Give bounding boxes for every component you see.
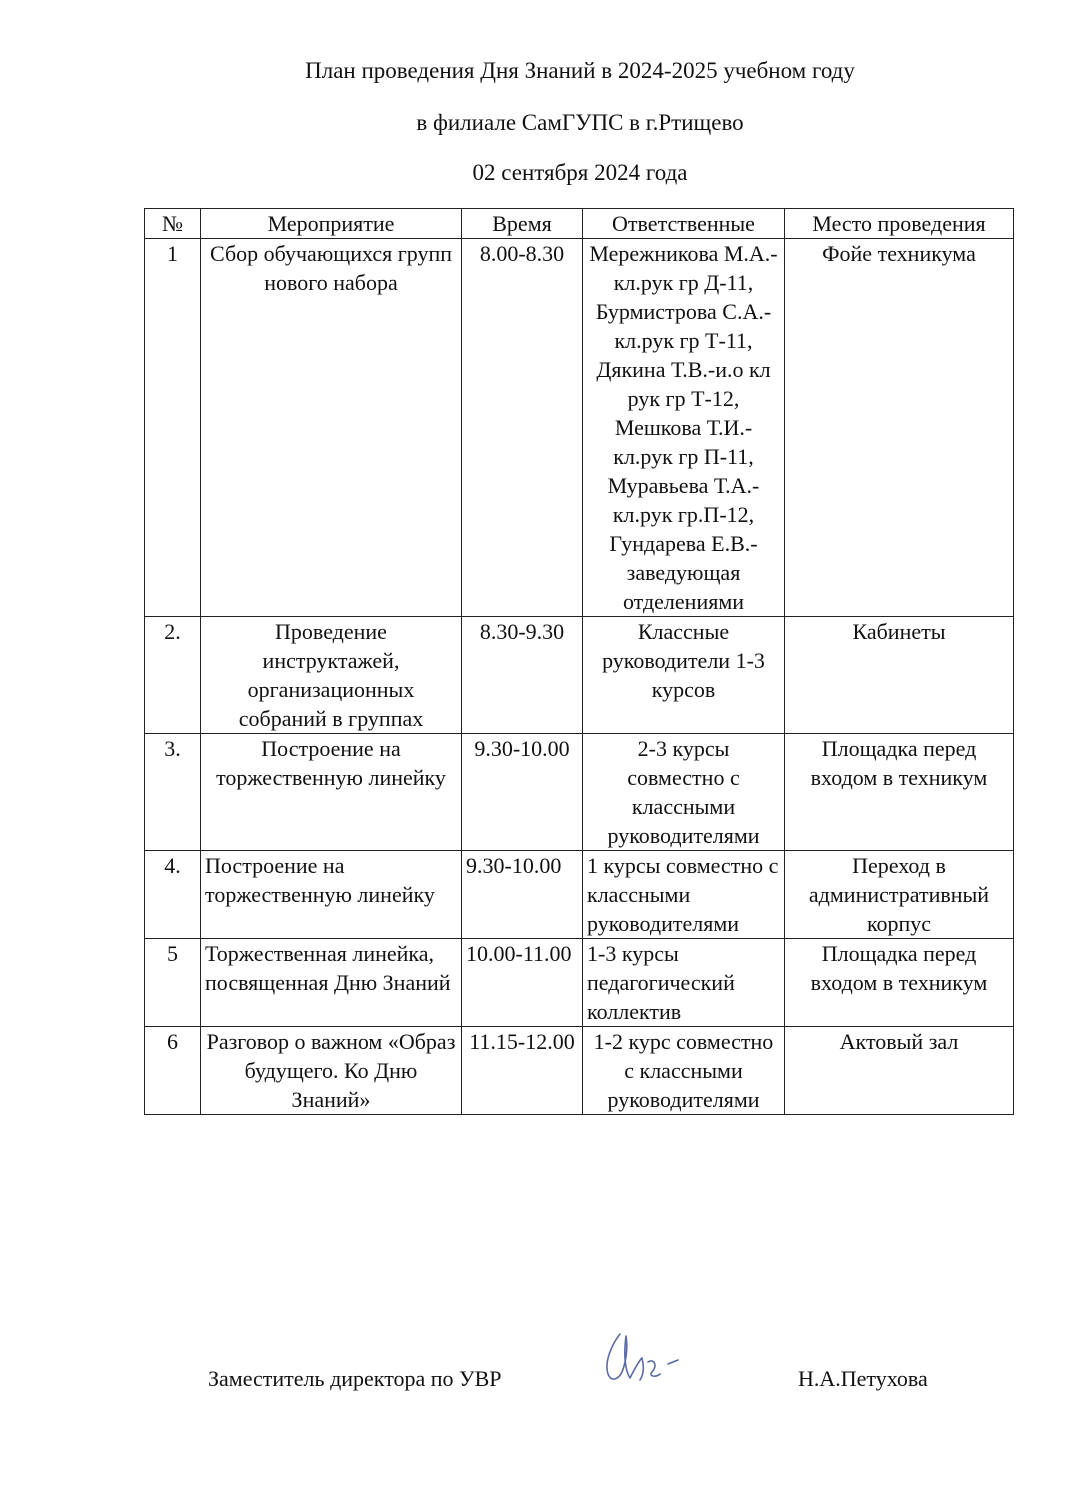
row-number: 5 bbox=[145, 939, 201, 1027]
column-header-time: Время bbox=[462, 209, 583, 239]
row-time: 11.15-12.00 bbox=[462, 1027, 583, 1115]
row-number: 1 bbox=[145, 239, 201, 617]
signatory-name: Н.А.Петухова bbox=[798, 1366, 928, 1391]
column-header-responsible: Ответственные bbox=[583, 209, 785, 239]
row-time: 9.30-10.00 bbox=[462, 734, 583, 851]
row-event: Построение на торжественную линейку bbox=[201, 851, 462, 939]
document-subtitle: в филиале СамГУПС в г.Ртищево bbox=[416, 110, 744, 135]
table-row bbox=[145, 617, 1014, 734]
row-place: Площадка перед входом в техникум bbox=[785, 939, 1014, 1027]
row-place: Актовый зал bbox=[785, 1027, 1014, 1115]
event-plan-table bbox=[144, 208, 1014, 1115]
table-row bbox=[145, 939, 1014, 1027]
row-place: Кабинеты bbox=[785, 617, 1014, 734]
row-place: Переход в административный корпус bbox=[785, 851, 1014, 939]
row-number: 3. bbox=[145, 734, 201, 851]
row-number: 6 bbox=[145, 1027, 201, 1115]
signatory-position: Заместитель директора по УВР bbox=[208, 1366, 502, 1391]
row-event: Торжественная линейка, посвященная Дню Знаний bbox=[201, 939, 462, 1027]
row-event: Проведение инструктажей, организационных собраний в группах bbox=[201, 617, 462, 734]
document-title: План проведения Дня Знаний в 2024-2025 учебном году bbox=[305, 58, 855, 83]
table-header-row bbox=[145, 209, 1014, 239]
row-time: 8.30-9.30 bbox=[462, 617, 583, 734]
row-responsible: 1 курсы совместно с классными руководителями bbox=[583, 851, 785, 939]
row-event: Разговор о важном «Образ будущего. Ко Дню Знаний» bbox=[201, 1027, 462, 1115]
row-number: 4. bbox=[145, 851, 201, 939]
column-header-event: Мероприятие bbox=[201, 209, 462, 239]
row-responsible: Классные руководители 1-3 курсов bbox=[583, 617, 785, 734]
document-date: 02 сентября 2024 года bbox=[472, 160, 688, 185]
row-time: 10.00-11.00 bbox=[462, 939, 583, 1027]
row-responsible: 1-3 курсы педагогический коллектив bbox=[583, 939, 785, 1027]
row-time: 8.00-8.30 bbox=[462, 239, 583, 617]
table-row bbox=[145, 239, 1014, 617]
row-responsible: 2-3 курсы совместно с классными руководителями bbox=[583, 734, 785, 851]
handwritten-signature bbox=[598, 1322, 710, 1392]
row-responsible: Мережникова М.А.-кл.рук гр Д-11, Бурмистрова С.А.-кл.рук гр Т-11, Дякина Т.В.-и.о кл рук гр Т-12, Мешкова Т.И.-кл.рук гр П-11, Муравьева Т.А.-кл.рук гр.П-12, Гундарева Е.В.-заведующая отделениями bbox=[583, 239, 785, 617]
table-row bbox=[145, 851, 1014, 939]
row-number: 2. bbox=[145, 617, 201, 734]
column-header-place: Место проведения bbox=[785, 209, 1014, 239]
row-event: Построение на торжественную линейку bbox=[201, 734, 462, 851]
column-header-number: № bbox=[145, 209, 201, 239]
row-responsible: 1-2 курс совместно с классными руководителями bbox=[583, 1027, 785, 1115]
table-row bbox=[145, 734, 1014, 851]
row-time: 9.30-10.00 bbox=[462, 851, 583, 939]
row-place: Фойе техникума bbox=[785, 239, 1014, 617]
table-row bbox=[145, 1027, 1014, 1115]
row-place: Площадка перед входом в техникум bbox=[785, 734, 1014, 851]
row-event: Сбор обучающихся групп нового набора bbox=[201, 239, 462, 617]
